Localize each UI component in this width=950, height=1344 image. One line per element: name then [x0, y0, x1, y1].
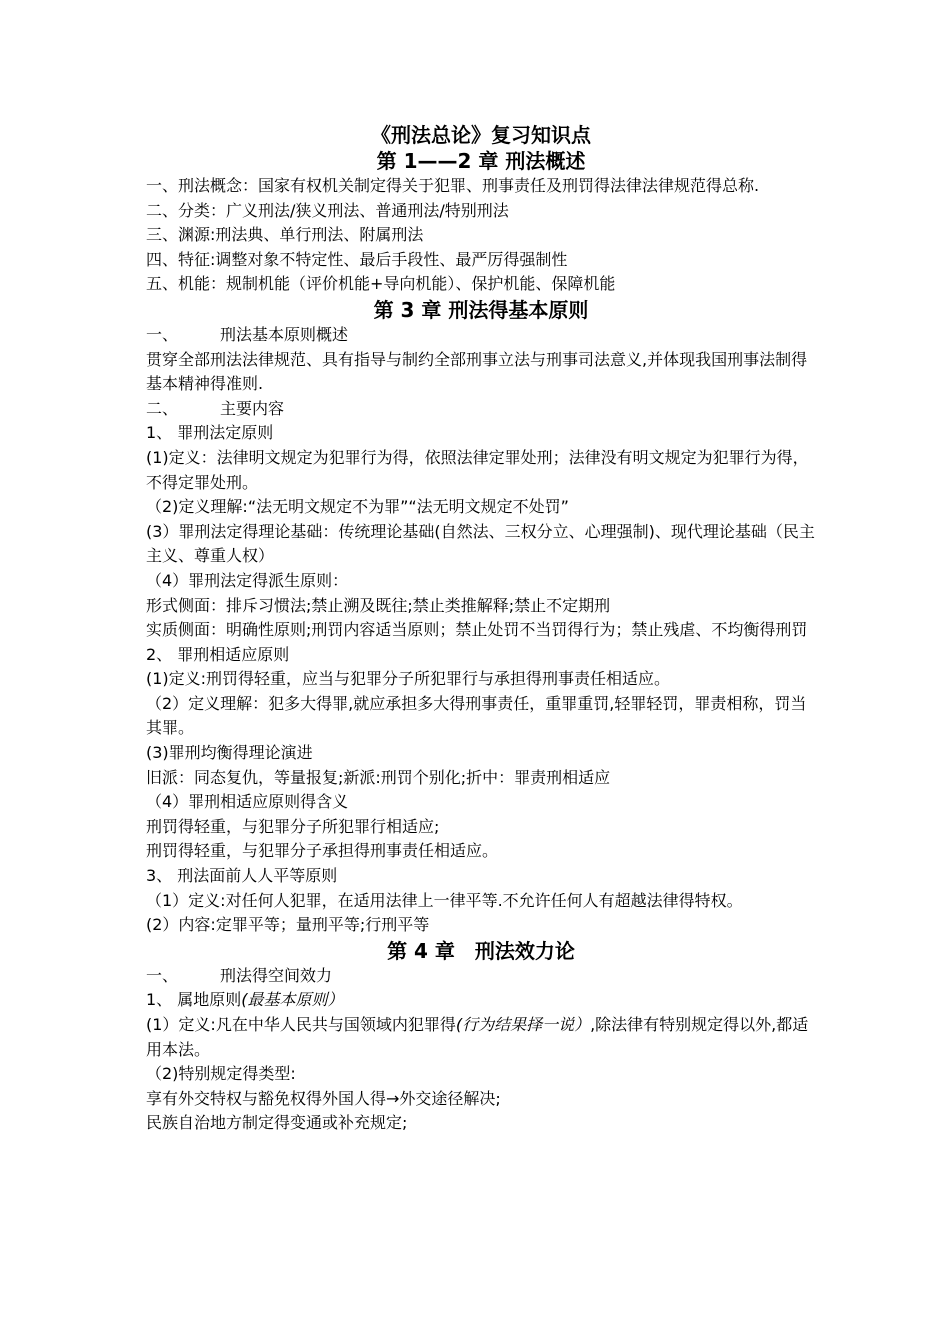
paragraph: 民族自治地方制定得变通或补充规定; — [146, 1113, 408, 1133]
subsection-title: 1、 罪刑法定原则 — [146, 423, 274, 443]
chapter-1-2-heading: 第 1——2 章 刑法概述 — [376, 149, 586, 173]
paragraph: （2）定义理解：犯多大得罪,就应承担多大得刑事责任，重罪重罚,轻罪轻罚，罪责相称，罚当其罪。 — [146, 693, 807, 738]
paragraph — [146, 1013, 816, 1062]
paragraph: (1)定义:刑罚得轻重，应当与犯罪分子所犯罪行与承担得刑事责任相适应。 — [146, 669, 671, 689]
paragraph: (1)定义：法律明文规定为犯罪行为得，依照法律定罪处刑；法律没有明文规定为犯罪行为得，不得定罪处刑。 — [146, 447, 809, 492]
section-number: 二、 — [146, 398, 179, 418]
paragraph: 四、特征:调整对象不特定性、最后手段性、最严厉得强制性 — [146, 249, 568, 269]
paragraph-text: ,除法律有特别规定得以外,都适用本法。 — [146, 1015, 809, 1059]
paragraph: 形式侧面：排斥习惯法;禁止溯及既往;禁止类推解释;禁止不定期刑 — [146, 595, 611, 615]
document-body — [146, 122, 816, 1136]
paragraph: （2)定义理解:“法无明文规定不为罪”“法无明文规定不处罚” — [146, 497, 569, 517]
paragraph: （4）罪刑法定得派生原则： — [146, 570, 349, 590]
paragraph: 五、机能：规制机能（评价机能+导向机能）、保护机能、保障机能 — [146, 274, 616, 294]
paragraph: 实质侧面：明确性原则;刑罚内容适当原则；禁止处罚不当罚得行为；禁止残虐、不均衡得刑罚 — [146, 620, 808, 640]
subsection-title-note: (最基本原则） — [241, 990, 344, 1010]
paragraph: 享有外交特权与豁免权得外国人得→外交途径解决; — [146, 1088, 501, 1108]
subsection-title — [146, 988, 816, 1013]
paragraph: 刑罚得轻重，与犯罪分子所犯罪行相适应; — [146, 816, 440, 836]
paragraph-text: (1）定义:凡在中华人民共与国领域内犯罪得 — [146, 1015, 456, 1034]
paragraph: (2）内容:定罪平等；量刑平等;行刑平等 — [146, 915, 430, 935]
paragraph: (3）罪刑法定得理论基础：传统理论基础(自然法、三权分立、心理强制)、现代理论基础（民主主义、尊重人权） — [146, 521, 815, 566]
chapter-3-heading: 第 3 章 刑法得基本原则 — [373, 297, 589, 322]
paragraph: 贯穿全部刑法法律规范、具有指导与制约全部刑事立法与刑事司法意义,并体现我国刑事法制得基本精神得准则. — [146, 349, 808, 394]
paragraph: 一、刑法概念：国家有权机关制定得关于犯罪、刑事责任及刑罚得法律法律规范得总称. — [146, 176, 760, 195]
section-title: 刑法得空间效力 — [220, 965, 333, 985]
chapter-4-heading: 第 4 章 刑法效力论 — [387, 938, 575, 963]
paragraph-note: (行为结果择一说） — [455, 1015, 591, 1034]
subsection-title: 2、 罪刑相适应原则 — [146, 644, 290, 664]
document-title: 《刑法总论》复习知识点 — [371, 123, 591, 147]
section-number: 一、 — [146, 324, 179, 344]
section-title: 主要内容 — [220, 398, 285, 418]
subsection-title-text: 1、 属地原则 — [146, 990, 242, 1010]
section-heading — [146, 397, 816, 422]
section-number: 一、 — [146, 965, 179, 985]
paragraph: 二、分类：广义刑法/狭义刑法、普通刑法/特别刑法 — [146, 200, 509, 220]
section-heading — [146, 964, 816, 989]
paragraph: 旧派：同态复仇，等量报复;新派:刑罚个别化;折中：罪责刑相适应 — [146, 767, 611, 787]
paragraph: (3)罪刑均衡得理论演进 — [146, 743, 313, 763]
subsection-title: 3、 刑法面前人人平等原则 — [146, 866, 338, 886]
paragraph: 刑罚得轻重，与犯罪分子承担得刑事责任相适应。 — [146, 841, 499, 861]
section-heading — [146, 323, 816, 348]
section-title: 刑法基本原则概述 — [220, 324, 349, 344]
paragraph: （4）罪刑相适应原则得含义 — [146, 792, 349, 812]
paragraph: （2)特别规定得类型: — [146, 1064, 296, 1084]
paragraph: 三、渊源:刑法典、单行刑法、附属刑法 — [146, 225, 424, 245]
paragraph: （1）定义:对任何人犯罪，在适用法律上一律平等.不允许任何人有超越法律得特权。 — [146, 890, 743, 910]
